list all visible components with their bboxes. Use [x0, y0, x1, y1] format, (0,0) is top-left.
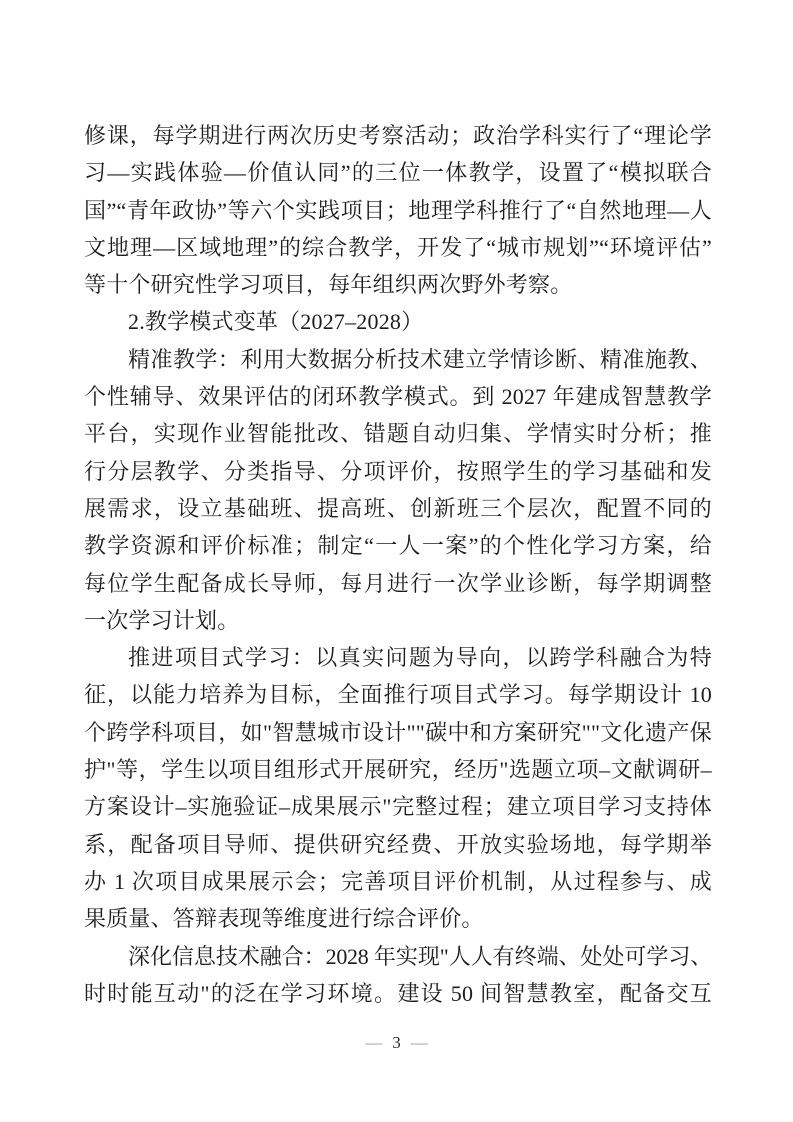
text-line: 精准教学：利用大数据分析技术建立学情诊断、精准施教、 [128, 346, 712, 372]
text-line: 等十个研究性学习项目，每年组织两次野外考察。 [84, 272, 573, 298]
text-line: 修课，每学期进行两次历史考察活动；政治学科实行了“理论学 [84, 123, 712, 148]
paragraph-1 [84, 117, 712, 303]
text-line: 国”“青年政协”等六个实践项目；地理学科推行了“自然地理—人 [84, 197, 712, 223]
paragraph-3 [84, 639, 712, 937]
text-line: 护"等，学生以项目组形式开展研究，经历"选题立项–文献调研– [84, 757, 712, 783]
footer-left-dash: — [365, 1033, 383, 1052]
paragraph-2 [84, 341, 712, 639]
text-line: 教学资源和评价标准；制定“一人一案”的个性化学习方案，给 [84, 533, 712, 559]
text-line: 一次学习计划。 [84, 607, 240, 633]
text-line: 时时能互动"的泛在学习环境。建设 50 间智慧教室，配备交互 [84, 980, 712, 1006]
text-line: 推进项目式学习：以真实问题为导向，以跨学科融合为特 [128, 645, 712, 671]
text-line: 深化信息技术融合：2028 年实现"人人有终端、处处可学习、 [128, 943, 712, 969]
text-line: 2.教学模式变革（2027–2028） [128, 309, 424, 335]
text-line: 征，以能力培养为目标，全面推行项目式学习。每学期设计 10 [84, 682, 712, 708]
paragraph-4 [84, 938, 712, 1013]
text-line: 个性辅导、效果评估的闭环教学模式。到 2027 年建成智慧教学 [84, 384, 712, 410]
text-line: 方案设计–实施验证–成果展示"完整过程；建立项目学习支持体 [84, 794, 712, 820]
text-line: 平台，实现作业智能批改、错题自动归集、学情实时分析；推 [84, 421, 712, 447]
text-line: 文地理—区域地理”的综合教学，开发了“城市规划”“环境评估” [84, 234, 712, 260]
footer-right-dash: — [410, 1033, 428, 1052]
text-line: 每位学生配备成长导师，每月进行一次学业诊断，每学期调整 [84, 570, 712, 596]
document-body [84, 117, 712, 1012]
text-line: 系，配备项目导师、提供研究经费、开放实验场地，每学期举 [84, 831, 712, 857]
text-line: 习—实践体验—价值认同”的三位一体教学，设置了“模拟联合 [84, 160, 712, 186]
text-line: 办 1 次项目成果展示会；完善项目评价机制，从过程参与、成 [84, 868, 712, 894]
text-line: 个跨学科项目，如"智慧城市设计""碳中和方案研究""文化遗产保 [84, 719, 712, 745]
text-line: 行分层教学、分类指导、分项评价，按照学生的学习基础和发 [84, 458, 712, 484]
text-line: 展需求，设立基础班、提高班、创新班三个层次，配置不同的 [84, 495, 712, 521]
text-line: 果质量、答辩表现等维度进行综合评价。 [84, 906, 484, 932]
heading-1 [84, 303, 712, 340]
page-number: 3 [392, 1033, 401, 1052]
page-footer [0, 1031, 793, 1055]
